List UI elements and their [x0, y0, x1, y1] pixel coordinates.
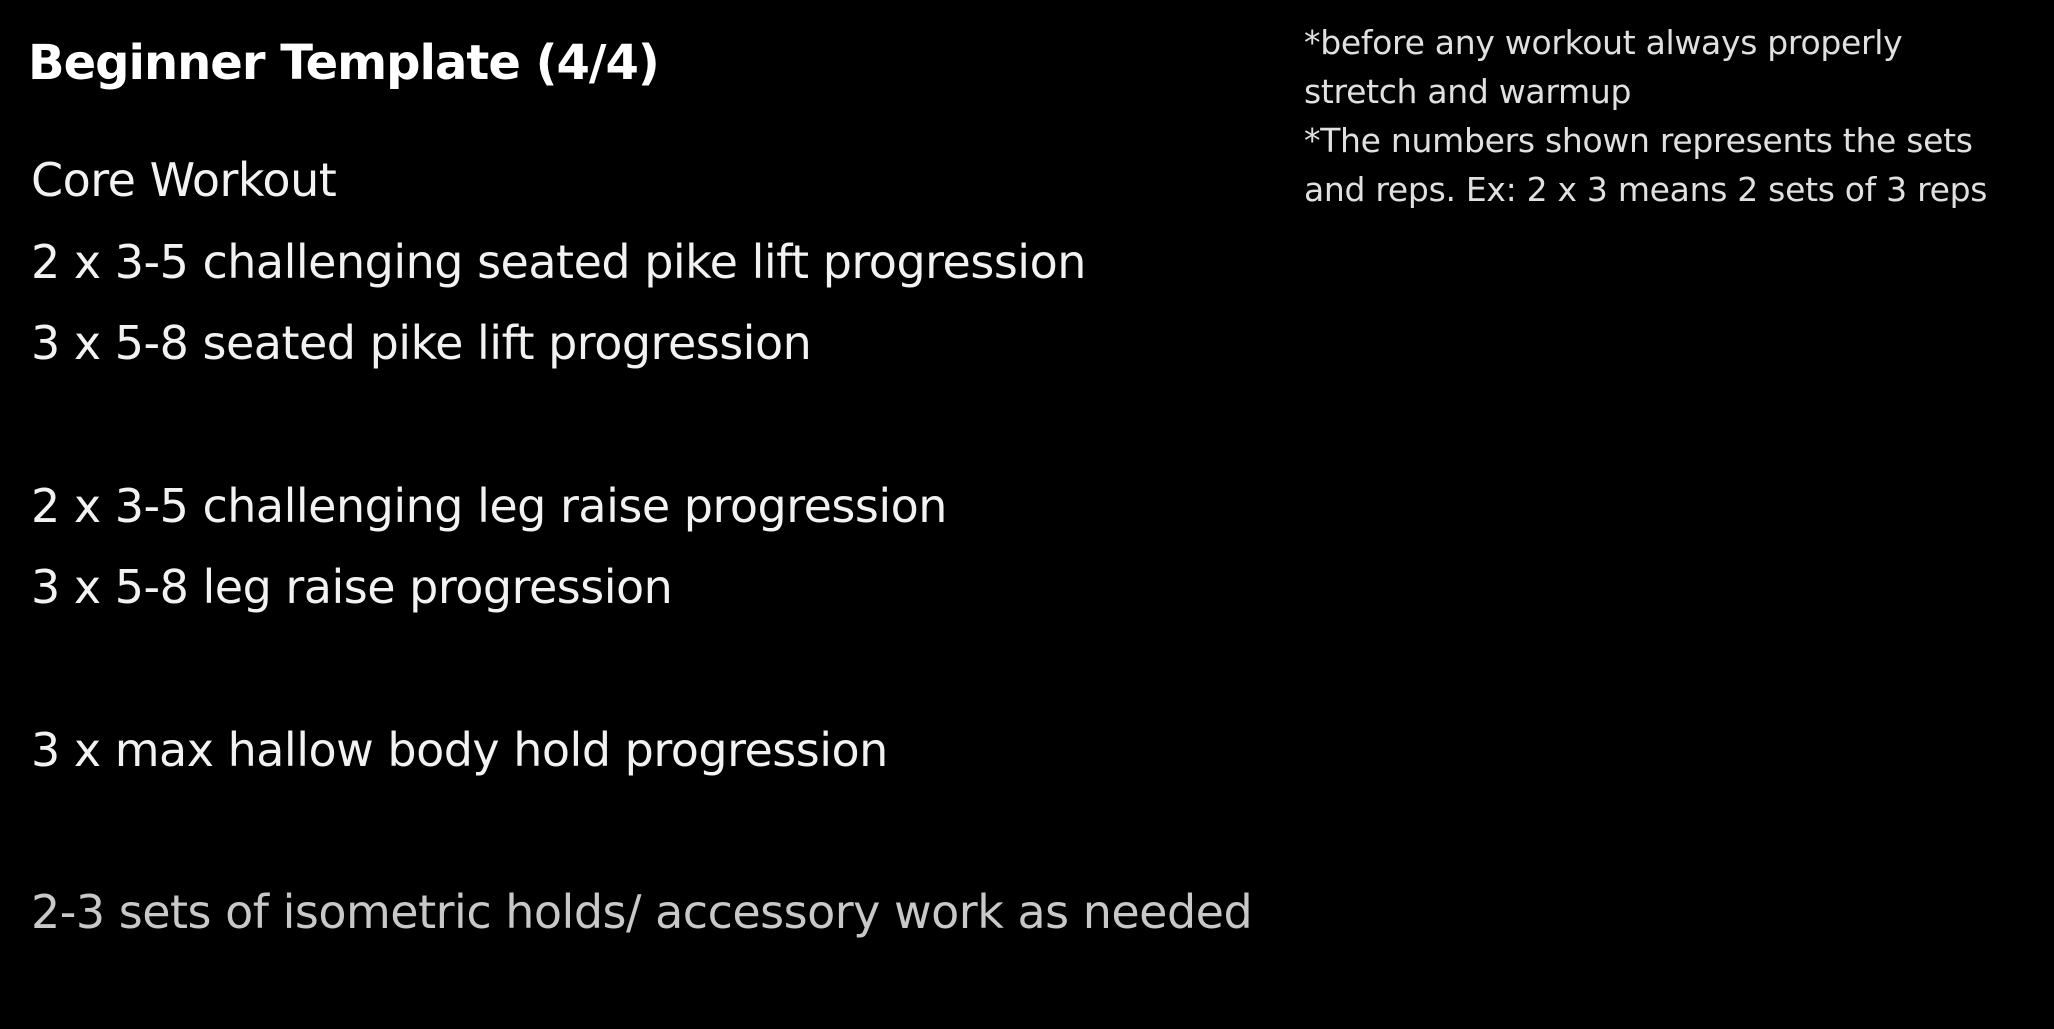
- workout-content: [31, 0, 1291, 1029]
- page-title: Beginner Template (4/4): [28, 35, 659, 91]
- exercise-item: 3 x max hallow body hold progression: [31, 723, 888, 777]
- note-warmup: *before any workout always properly stretch and warmup: [1304, 23, 1903, 111]
- exercise-item: 2 x 3-5 challenging leg raise progression: [31, 479, 947, 533]
- exercise-item: 3 x 5-8 leg raise progression: [31, 560, 673, 614]
- exercise-item: 2 x 3-5 challenging seated pike lift progression: [31, 235, 1086, 289]
- exercise-item: 3 x 5-8 seated pike lift progression: [31, 316, 812, 370]
- note-sets-reps: *The numbers shown represents the sets and reps. Ex: 2 x 3 means 2 sets of 3 reps: [1304, 121, 1988, 209]
- exercise-item-accessory: 2-3 sets of isometric holds/ accessory work as needed: [31, 885, 1253, 939]
- notes-panel: [1304, 18, 2004, 214]
- section-heading: Core Workout: [31, 153, 337, 207]
